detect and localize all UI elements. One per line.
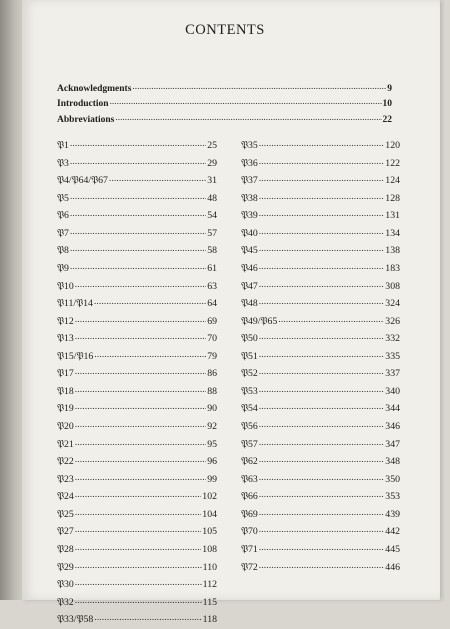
toc-left-column: [57, 137, 217, 629]
toc-entry-label: 𝔓15/𝔓16: [57, 350, 94, 362]
toc-entry-label: 𝔓5: [57, 192, 69, 204]
toc-entry-page: 337: [385, 368, 400, 380]
toc-entry-page: 112: [202, 579, 217, 591]
toc-entry-page: 110: [202, 561, 217, 573]
toc-entry-label: 𝔓72: [241, 561, 258, 573]
toc-entry-label: 𝔓33/𝔓58: [57, 614, 94, 626]
toc-entry-page: 128: [385, 192, 400, 204]
toc-entry: [241, 488, 400, 506]
toc-entry-label: 𝔓25: [57, 508, 74, 520]
dot-leader: [259, 400, 385, 418]
toc-entry: [241, 330, 400, 348]
toc-entry-label: 𝔓63: [241, 473, 258, 485]
dot-leader: [259, 488, 385, 506]
toc-entry-page: 124: [385, 175, 400, 187]
toc-entry: [57, 348, 217, 366]
toc-entry-page: 31: [207, 175, 217, 187]
toc-entry-page: 183: [385, 262, 400, 274]
toc-entry-label: 𝔓51: [241, 350, 258, 362]
toc-entry-page: 48: [207, 192, 217, 204]
dot-leader: [75, 400, 206, 418]
toc-entry: [241, 207, 400, 225]
toc-entry-label: 𝔓29: [57, 561, 74, 573]
toc-entry: [241, 541, 400, 559]
dot-leader: [75, 436, 206, 454]
toc-entry-page: 122: [385, 157, 400, 169]
dot-leader: [259, 541, 385, 559]
toc-entry-page: 446: [385, 561, 400, 573]
toc-entry-label: 𝔓13: [57, 333, 74, 345]
dot-leader: [75, 576, 202, 594]
toc-entry: [241, 172, 400, 190]
toc-entry-label: 𝔓12: [57, 315, 74, 327]
toc-entry: [241, 471, 400, 489]
dot-leader: [75, 383, 206, 401]
toc-entry-page: 134: [385, 227, 400, 239]
page-title: CONTENTS: [185, 22, 265, 38]
toc-entry: [241, 400, 400, 418]
dot-leader: [259, 295, 385, 313]
toc-entry: [241, 559, 400, 577]
dot-leader: [75, 453, 206, 471]
toc-entry-label: 𝔓57: [241, 438, 258, 450]
dot-leader: [110, 97, 382, 112]
dot-leader: [259, 348, 385, 366]
dot-leader: [75, 488, 202, 506]
toc-entry-label: 𝔓10: [57, 280, 74, 292]
dot-leader: [259, 155, 385, 173]
dot-leader: [259, 506, 385, 524]
toc-entry-label: 𝔓39: [241, 210, 258, 222]
toc-entry-page: 102: [202, 491, 217, 503]
toc-entry-label: 𝔓35: [241, 140, 258, 151]
toc-entry: [241, 453, 400, 471]
dot-leader: [259, 242, 385, 260]
toc-entry: [57, 506, 217, 524]
dot-leader: [259, 436, 385, 454]
toc-entry-page: 63: [207, 280, 217, 292]
dot-leader: [70, 137, 206, 155]
toc-entry: [57, 190, 217, 208]
toc-entry-page: 353: [385, 491, 400, 503]
toc-entry: [57, 471, 217, 489]
dot-leader: [70, 260, 206, 278]
toc-right-column: [241, 137, 400, 576]
dot-leader: [259, 225, 385, 243]
toc-entry: [241, 418, 400, 436]
toc-entry-label: Introduction: [57, 99, 109, 110]
toc-entry: [241, 242, 400, 260]
toc-entry-page: 445: [385, 543, 400, 555]
toc-entry-page: 79: [207, 350, 217, 362]
toc-entry-label: 𝔓1: [57, 140, 69, 151]
toc-entry-label: 𝔓27: [57, 526, 74, 538]
toc-entry-label: 𝔓53: [241, 385, 258, 397]
dot-leader: [259, 383, 385, 401]
toc-entry-page: 324: [385, 298, 400, 310]
toc-entry-page: 58: [207, 245, 217, 257]
toc-entry-page: 346: [385, 421, 400, 432]
toc-entry-page: 340: [385, 385, 400, 397]
toc-entry: [57, 295, 217, 313]
toc-entry: [57, 313, 217, 331]
toc-entry-page: 70: [207, 333, 217, 345]
toc-entry: [241, 260, 400, 278]
toc-entry-label: 𝔓20: [57, 421, 74, 432]
toc-entry: [57, 113, 392, 128]
toc-entry-label: 𝔓66: [241, 491, 258, 503]
dot-leader: [75, 365, 206, 383]
dot-leader: [75, 278, 206, 296]
toc-entry: [241, 155, 400, 173]
dot-leader: [75, 506, 202, 524]
toc-entry-page: 138: [385, 245, 400, 257]
toc-entry-label: 𝔓4/𝔓64/𝔓67: [57, 175, 108, 187]
toc-entry: [57, 541, 217, 559]
dot-leader: [109, 172, 206, 190]
toc-entry-page: 105: [202, 526, 217, 538]
dot-leader: [259, 190, 385, 208]
toc-entry: [57, 97, 392, 112]
toc-entry-page: 9: [387, 84, 392, 94]
toc-entry-label: 𝔓8: [57, 245, 69, 257]
toc-entry: [241, 365, 400, 383]
toc-entry-label: 𝔓18: [57, 385, 74, 397]
toc-entry: [57, 82, 392, 97]
dot-leader: [259, 453, 385, 471]
toc-entry-label: 𝔓70: [241, 526, 258, 538]
toc-entry-label: 𝔓17: [57, 368, 74, 380]
toc-entry-label: 𝔓45: [241, 245, 258, 257]
dot-leader: [259, 365, 385, 383]
dot-leader: [259, 330, 385, 348]
toc-entry-page: 86: [207, 368, 217, 380]
toc-entry-label: 𝔓22: [57, 456, 74, 468]
toc-entry: [241, 137, 400, 155]
toc-entry-page: 57: [207, 227, 217, 239]
toc-entry-page: 131: [385, 210, 400, 222]
dot-leader: [259, 471, 385, 489]
toc-entry-page: 335: [385, 350, 400, 362]
front-matter-list: [57, 82, 392, 128]
toc-entry: [57, 172, 217, 190]
toc-entry-page: 344: [385, 403, 400, 415]
toc-entry-label: 𝔓38: [241, 192, 258, 204]
toc-entry-label: 𝔓47: [241, 280, 258, 292]
toc-entry: [57, 330, 217, 348]
dot-leader: [75, 330, 206, 348]
toc-entry-page: 326: [385, 315, 400, 327]
toc-entry: [57, 242, 217, 260]
toc-entry-page: 120: [385, 140, 400, 151]
toc-entry-label: Acknowledgments: [57, 84, 132, 94]
toc-entry: [57, 383, 217, 401]
toc-entry-label: 𝔓19: [57, 403, 74, 415]
toc-entry: [241, 278, 400, 296]
toc-entry-label: 𝔓24: [57, 491, 74, 503]
toc-entry-label: 𝔓7: [57, 227, 69, 239]
dot-leader: [259, 418, 385, 436]
toc-entry: [57, 576, 217, 594]
dot-leader: [259, 260, 385, 278]
toc-entry-label: 𝔓49/𝔓65: [241, 315, 278, 327]
toc-entry-page: 115: [202, 596, 217, 608]
toc-entry-label: Abbreviations: [57, 114, 115, 125]
toc-entry: [241, 295, 400, 313]
toc-entry-label: 𝔓32: [57, 596, 74, 608]
toc-entry-label: 𝔓21: [57, 438, 74, 450]
toc-entry-label: 𝔓69: [241, 508, 258, 520]
toc-entry-page: 61: [207, 262, 217, 274]
toc-entry-page: 64: [207, 298, 217, 310]
dot-leader: [70, 190, 206, 208]
dot-leader: [75, 559, 202, 577]
book-spine-edge: [0, 0, 22, 600]
toc-entry: [57, 260, 217, 278]
toc-entry-page: 332: [385, 333, 400, 345]
toc-entry: [241, 348, 400, 366]
toc-entry: [57, 225, 217, 243]
dot-leader: [75, 313, 206, 331]
dot-leader: [75, 418, 206, 436]
toc-entry-label: 𝔓56: [241, 421, 258, 432]
toc-entry: [57, 278, 217, 296]
toc-entry-page: 439: [385, 508, 400, 520]
dot-leader: [70, 225, 206, 243]
toc-entry: [241, 313, 400, 331]
dot-leader: [75, 541, 202, 559]
toc-entry: [57, 207, 217, 225]
toc-entry-page: 10: [382, 99, 392, 110]
toc-entry: [57, 400, 217, 418]
toc-entry-label: 𝔓11/𝔓14: [57, 298, 93, 310]
toc-entry: [57, 488, 217, 506]
toc-entry: [241, 190, 400, 208]
dot-leader: [75, 594, 202, 612]
toc-entry-label: 𝔓71: [241, 543, 258, 555]
dot-leader: [259, 172, 385, 190]
toc-entry: [241, 225, 400, 243]
toc-entry-page: 25: [207, 140, 217, 151]
toc-entry-label: 𝔓37: [241, 175, 258, 187]
toc-entry: [57, 523, 217, 541]
dot-leader: [259, 137, 385, 155]
dot-leader: [70, 155, 206, 173]
toc-entry-label: 𝔓46: [241, 262, 258, 274]
toc-entry: [241, 383, 400, 401]
toc-entry-page: 99: [207, 473, 217, 485]
toc-entry-page: 104: [202, 508, 217, 520]
dot-leader: [70, 242, 206, 260]
dot-leader: [75, 523, 202, 541]
toc-entry-page: 69: [207, 315, 217, 327]
dot-leader: [94, 348, 206, 366]
toc-entry: [57, 155, 217, 173]
toc-entry-label: 𝔓52: [241, 368, 258, 380]
toc-entry-label: 𝔓48: [241, 298, 258, 310]
toc-entry-page: 88: [207, 385, 217, 397]
toc-entry-page: 95: [207, 438, 217, 450]
toc-entry-page: 442: [385, 526, 400, 538]
toc-entry: [57, 418, 217, 436]
toc-entry: [57, 436, 217, 454]
dot-leader: [75, 471, 206, 489]
toc-entry-page: 108: [202, 543, 217, 555]
toc-entry-page: 90: [207, 403, 217, 415]
toc-entry: [241, 523, 400, 541]
toc-entry: [241, 436, 400, 454]
toc-entry-label: 𝔓28: [57, 543, 74, 555]
dot-leader: [94, 295, 206, 313]
dot-leader: [259, 523, 385, 541]
toc-entry-page: 350: [385, 473, 400, 485]
toc-entry-page: 308: [385, 280, 400, 292]
toc-entry-page: 118: [202, 614, 217, 626]
dot-leader: [259, 207, 385, 225]
dot-leader: [278, 313, 384, 331]
toc-entry-label: 𝔓54: [241, 403, 258, 415]
toc-entry-page: 348: [385, 456, 400, 468]
toc-entry-label: 𝔓40: [241, 227, 258, 239]
toc-entry-page: 22: [382, 114, 392, 125]
toc-entry: [57, 594, 217, 612]
toc-entry-page: 54: [207, 210, 217, 222]
toc-entry-label: 𝔓6: [57, 210, 69, 222]
toc-entry-label: 𝔓50: [241, 333, 258, 345]
toc-entry-label: 𝔓3: [57, 157, 69, 169]
toc-entry: [57, 365, 217, 383]
toc-entry-label: 𝔓9: [57, 262, 69, 274]
toc-entry-page: 29: [207, 157, 217, 169]
dot-leader: [259, 559, 385, 577]
toc-entry-label: 𝔓23: [57, 473, 74, 485]
dot-leader: [94, 611, 201, 629]
toc-entry-label: 𝔓36: [241, 157, 258, 169]
toc-entry: [57, 559, 217, 577]
dot-leader: [132, 82, 386, 97]
dot-leader: [70, 207, 206, 225]
toc-entry-page: 347: [385, 438, 400, 450]
toc-entry-label: 𝔓62: [241, 456, 258, 468]
toc-entry-page: 92: [207, 421, 217, 432]
dot-leader: [259, 278, 385, 296]
toc-entry: [57, 453, 217, 471]
toc-entry-label: 𝔓30: [57, 579, 74, 591]
toc-entry: [57, 611, 217, 629]
dot-leader: [115, 113, 381, 128]
toc-entry: [57, 137, 217, 155]
toc-entry: [241, 506, 400, 524]
toc-entry-page: 96: [207, 456, 217, 468]
